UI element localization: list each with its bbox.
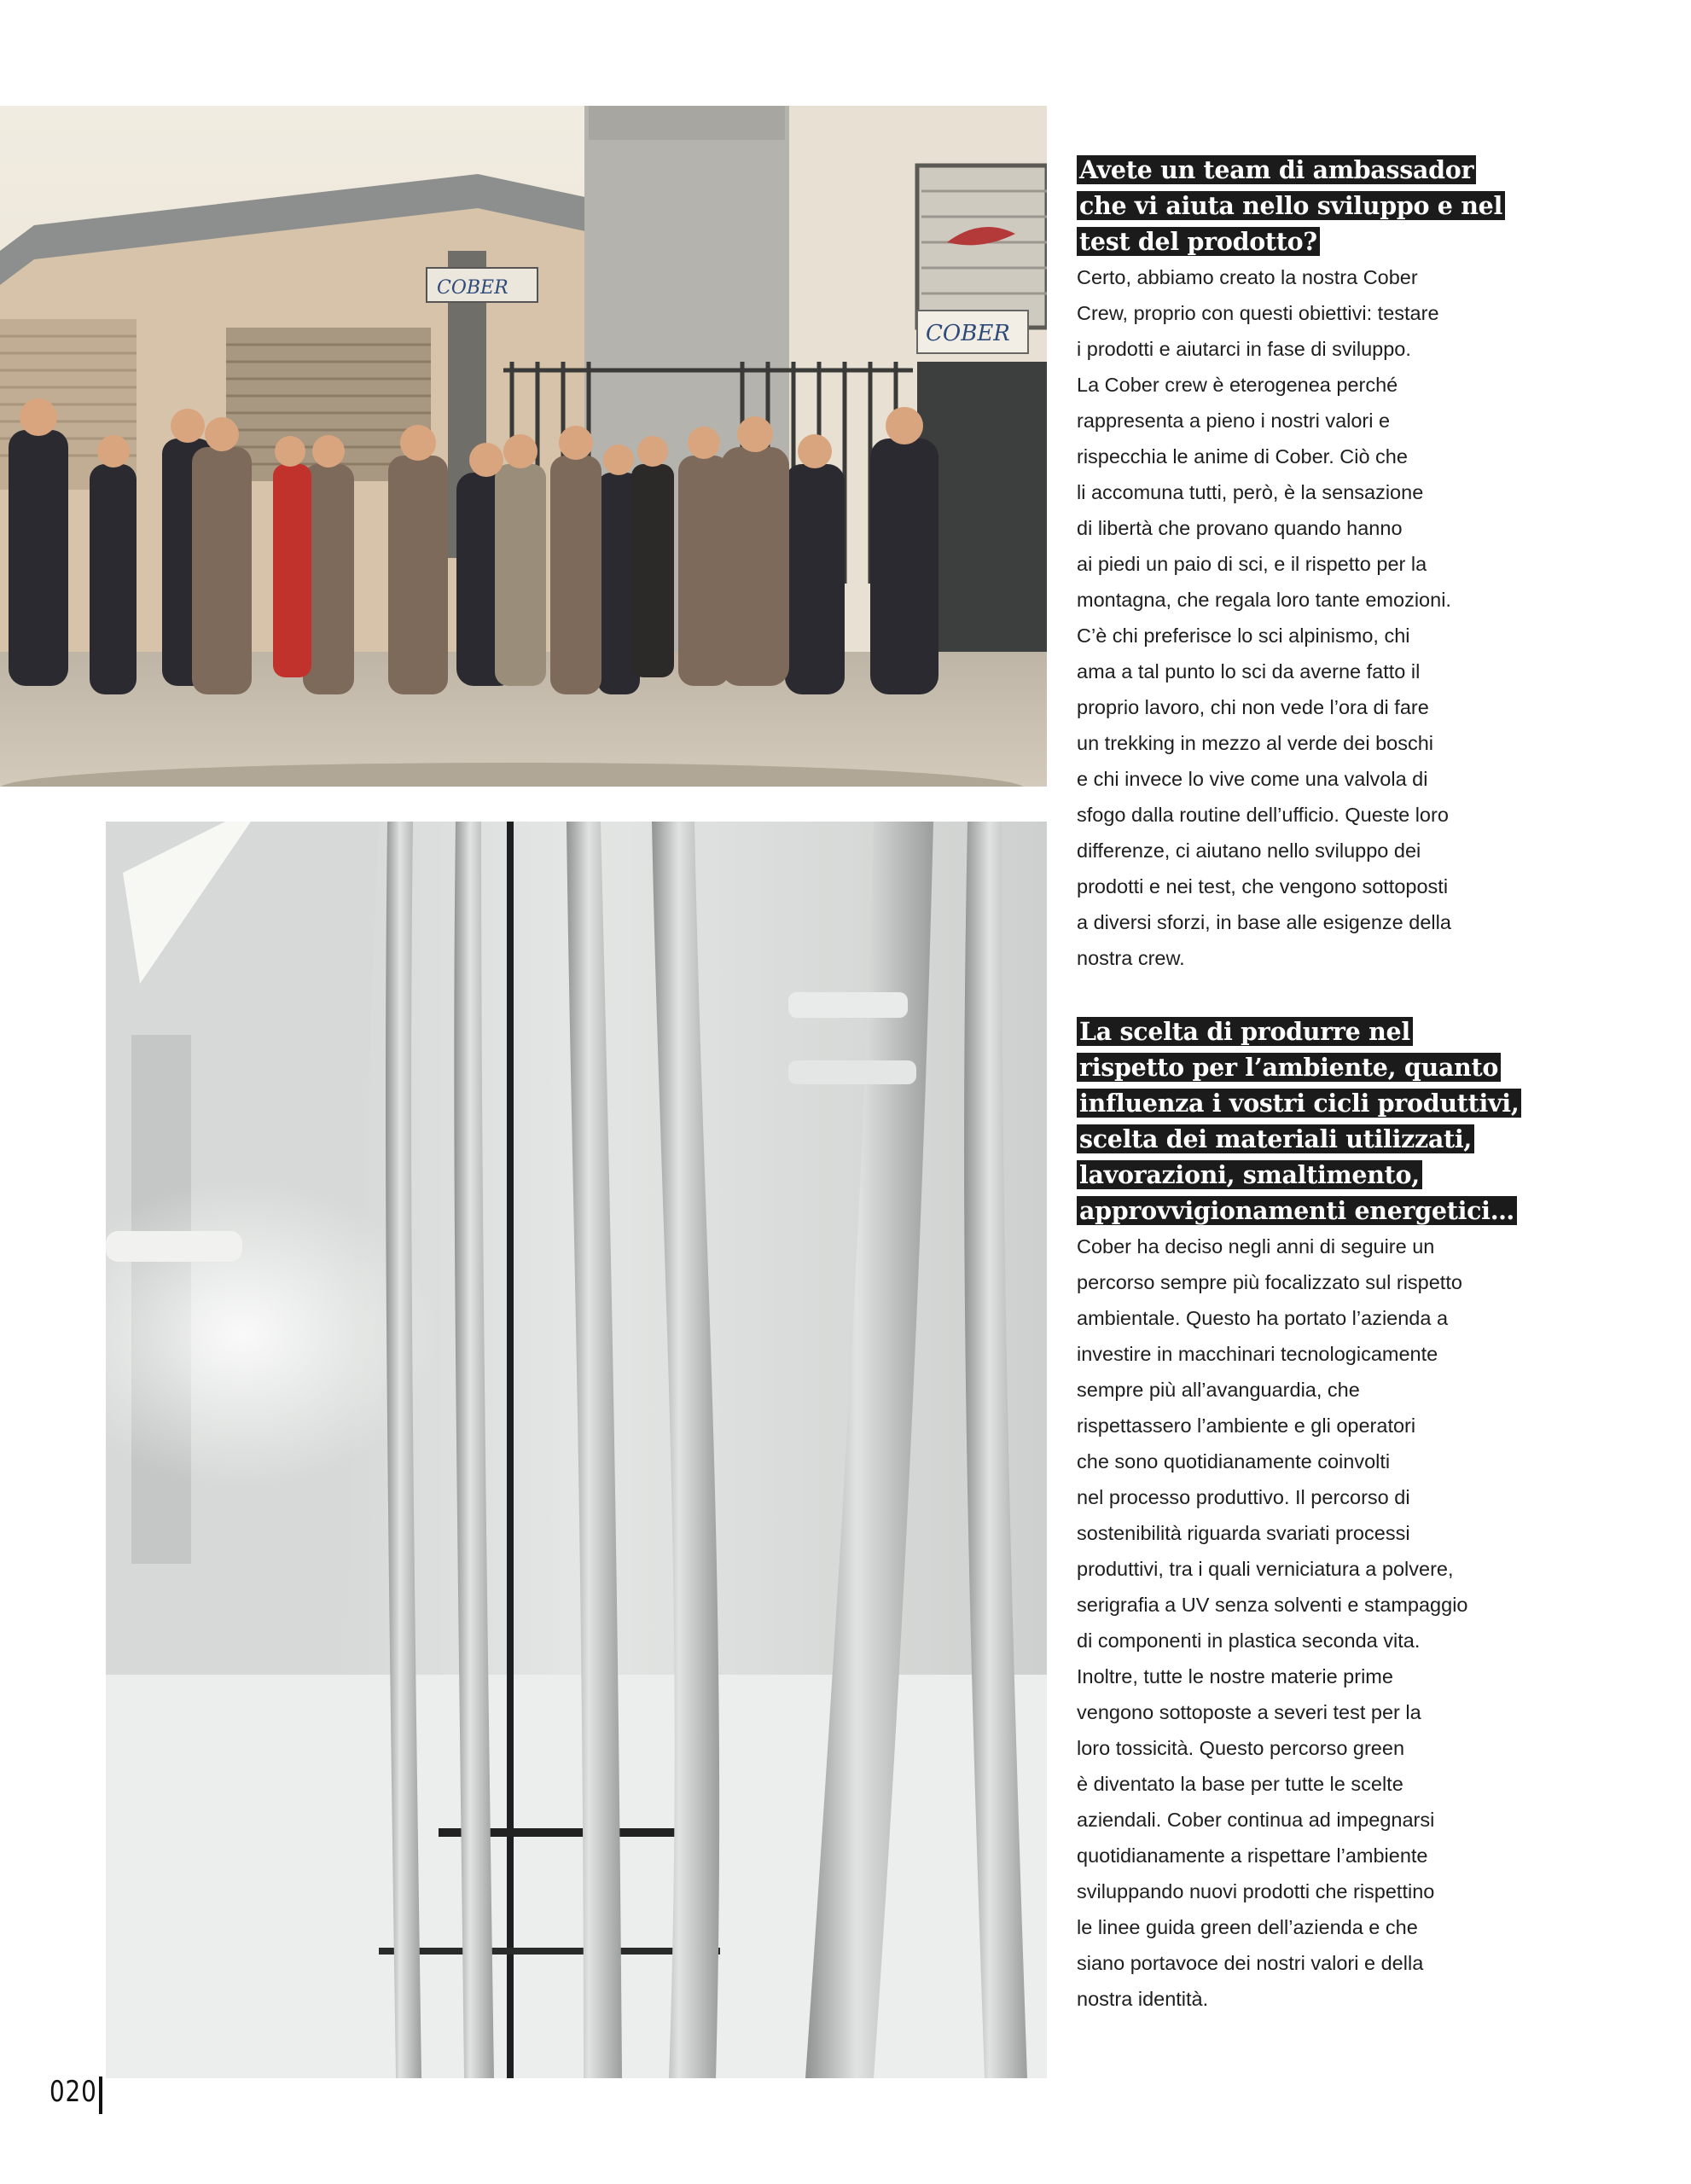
question-heading: Avete un team di ambassador che vi aiuta nello sviluppo e nel test del prodotto? — [1077, 152, 1520, 259]
answer-paragraph: Certo, abbiamo creato la nostra Cober Crew, proprio con questi obiettivi: testare i prodotti e aiutarci in fase di sviluppo. La Cober crew è eterogenea perché rappresenta a pieno i nostri valori e rispecchia le anime di Cober. Ciò che li accomuna tutti, però, è la sensazione di libertà che provano quando hanno ai piedi un paio di sci, e il rispetto per la montagna, che regala loro tante emozioni. C’è chi preferisce lo sci alpinismo, chi ama a tal punto lo sci da averne fatto il proprio lavoro, chi non vede l’ora di fare un trekking in mezzo al verde dei boschi e chi invece lo vive come una valvola di sfogo dalla routine dell’ufficio. Queste loro differenze, ci aiutano nello sviluppo dei prodotti e nei test, che vengono sottoposti a diversi sforzi, in base alle esigenze della nostra crew. — [1077, 266, 1451, 969]
page-number: 020 — [49, 2075, 97, 2109]
cober-storefront-text: COBER — [926, 321, 1010, 346]
answer-paragraph: Cober ha deciso negli anni di seguire un percorso sempre più focalizzato sul rispetto ambientale. Questo ha portato l’azienda a investire in macchinari tecnologicamente sempre più all’avanguardia, che rispettassero l’ambiente e gli operatori che sono quotidianamente coinvolti nel processo produttivo. Il percorso di sostenibilità riguarda svariati processi produttivi, tra i quali verniciatura a polvere, serigrafia a UV senza solventi e stampaggio di componenti in plastica seconda vita. Inoltre, tutte le nostre materie prime vengono sottoposte a severi test per la loro tossicità. Questo percorso green è diventato la base per tutte le scelte aziendali. Cober continua ad impegnarsi quotidianamente a rispettare l’ambiente sviluppando nuovi prodotti che rispettino le linee guida green dell’azienda e che siano portavoce dei nostri valori e della nostra identità. — [1077, 1235, 1468, 2010]
vintage-team-photo — [0, 106, 1047, 787]
page-number-rule — [99, 2077, 102, 2114]
question-heading: La scelta di produrre nel rispetto per l’ambiente, quanto influenza i vostri cicli produttivi, scelta dei materiali utilizzati, lavorazioni, smaltimento, approvvigionamenti energetici… — [1077, 1014, 1520, 1228]
article-section-environment — [1077, 1014, 1520, 2017]
article-section-ambassador — [1077, 152, 1520, 976]
cober-sign-text: COBER — [437, 277, 508, 299]
factory-painting-line-photo — [106, 822, 1047, 2078]
